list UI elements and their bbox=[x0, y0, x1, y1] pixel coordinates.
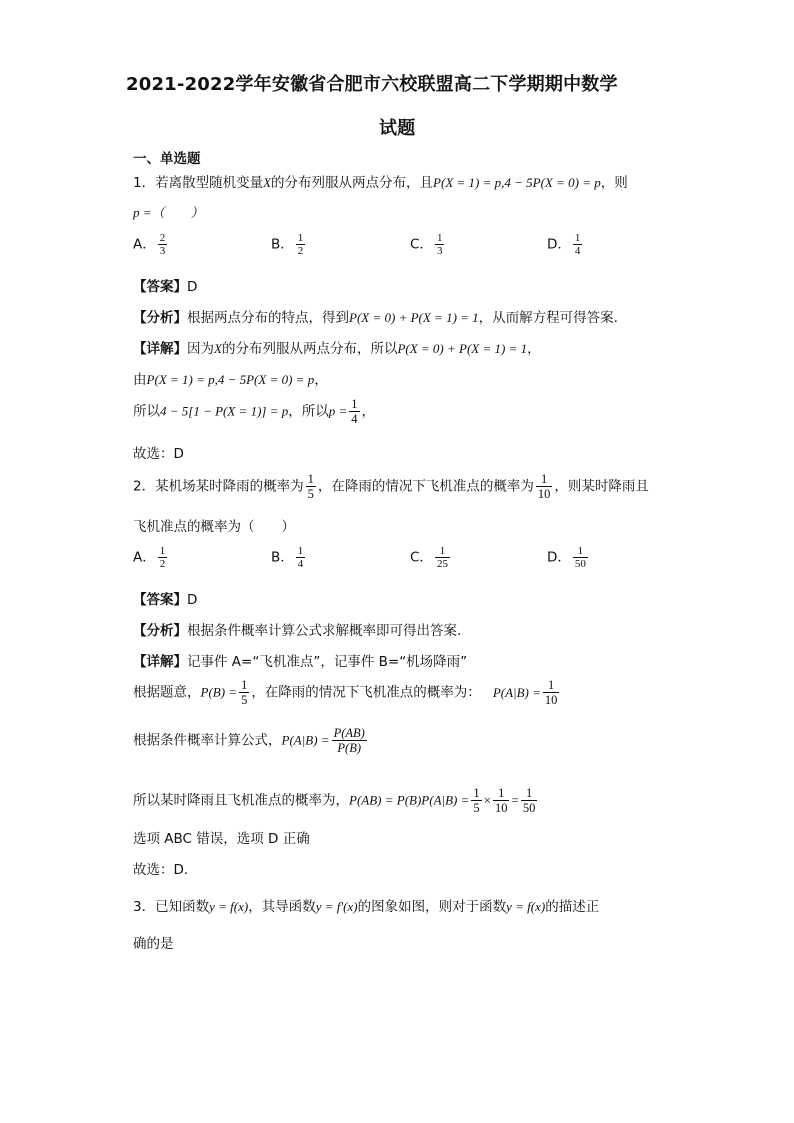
numerator: 1 bbox=[351, 397, 358, 411]
denominator: 5 bbox=[307, 487, 314, 501]
q2-stem bbox=[133, 472, 649, 501]
q1-condition: P(X = 1) = p,4 − 5P(X = 0) = p bbox=[433, 175, 601, 190]
q2-detail-line2 bbox=[133, 678, 561, 707]
option-fraction bbox=[296, 232, 306, 257]
option-fraction bbox=[573, 545, 588, 570]
formula: P(X = 1) = p,4 − 5P(X = 0) = p bbox=[146, 372, 315, 387]
q1-answer bbox=[133, 275, 197, 295]
numerator: 1 bbox=[297, 232, 304, 244]
formula: y = f′(x) bbox=[315, 899, 358, 914]
option-label: B． bbox=[271, 549, 294, 566]
denominator: 50 bbox=[574, 558, 586, 570]
fraction bbox=[536, 472, 553, 501]
denominator: 50 bbox=[522, 801, 536, 815]
q1-var-x: X bbox=[263, 175, 272, 190]
analysis-text: 根据条件概率计算公式求解概率即可得出答案. bbox=[187, 623, 462, 639]
denominator: 10 bbox=[537, 487, 551, 501]
detail-var-x: X bbox=[214, 341, 222, 356]
equals-sign: = bbox=[511, 792, 519, 808]
formula: P(A|B) = bbox=[281, 732, 330, 748]
denominator: P(B) bbox=[332, 740, 367, 755]
q2-option-d[interactable] bbox=[547, 545, 590, 570]
q2-detail-line4 bbox=[133, 786, 539, 815]
denominator: 10 bbox=[544, 693, 558, 707]
answer-tag: 【答案】 bbox=[133, 592, 187, 608]
option-fraction bbox=[435, 232, 445, 257]
numerator: 2 bbox=[159, 232, 166, 244]
option-label: C． bbox=[410, 236, 433, 253]
text: ，在降雨的情况下飞机准点的概率为： bbox=[251, 684, 481, 701]
fraction bbox=[239, 678, 249, 707]
detail-text-c: ， bbox=[527, 341, 541, 357]
denominator: 25 bbox=[436, 558, 448, 570]
formula: y = f(x) bbox=[506, 899, 546, 914]
denominator: 4 bbox=[297, 558, 304, 570]
q1-option-a[interactable] bbox=[133, 232, 169, 257]
detail-text: 记事件 A=“飞机准点”，记事件 B=“机场降雨” bbox=[187, 654, 468, 670]
formula: P(B) = bbox=[200, 684, 238, 700]
q2-conclusion: 故选：D. bbox=[133, 862, 189, 878]
q3-stem-line2: 确的是 bbox=[133, 936, 174, 952]
q2-detail-line3 bbox=[133, 726, 369, 755]
q2-stem-text-a: 2．某机场某时降雨的概率为 bbox=[133, 478, 304, 495]
numerator: 1 bbox=[525, 786, 533, 800]
q1-conclusion: 故选：D bbox=[133, 446, 184, 462]
numerator: 1 bbox=[297, 545, 304, 557]
numerator: 1 bbox=[241, 678, 248, 692]
analysis-text-b: ，从而解方程可得答案. bbox=[478, 310, 618, 326]
q2-detail-line5: 选项 ABC 错误，选项 D 正确 bbox=[133, 831, 310, 847]
numerator: 1 bbox=[577, 545, 584, 557]
option-fraction bbox=[158, 545, 168, 570]
fraction bbox=[493, 786, 510, 815]
numerator: P(AB) bbox=[333, 726, 365, 740]
denominator: 2 bbox=[297, 245, 304, 257]
numerator: 1 bbox=[439, 545, 446, 557]
denominator: 3 bbox=[436, 245, 443, 257]
q2-stem-line2: 飞机准点的概率为（ ） bbox=[133, 519, 295, 535]
section-heading: 一、单选题 bbox=[133, 151, 201, 167]
option-fraction bbox=[435, 545, 450, 570]
denominator: 5 bbox=[241, 693, 248, 707]
numerator: 1 bbox=[548, 678, 555, 692]
q1-stem-text-b: 的分布列服从两点分布，且 bbox=[271, 175, 434, 191]
denominator: 5 bbox=[473, 801, 480, 815]
text: ， bbox=[314, 372, 328, 388]
q2-analysis bbox=[133, 619, 461, 639]
numerator: 1 bbox=[159, 545, 166, 557]
formula: P(A|B) = bbox=[492, 684, 541, 700]
option-fraction bbox=[296, 545, 306, 570]
q1-detail-line2 bbox=[133, 368, 328, 388]
option-label: A． bbox=[133, 236, 156, 253]
q1-detail-line3 bbox=[133, 397, 375, 426]
q3-stem-text-a: 3．已知函数 bbox=[133, 899, 210, 915]
denominator: 3 bbox=[159, 245, 166, 257]
numerator: 1 bbox=[473, 786, 480, 800]
q2-detail bbox=[133, 650, 467, 670]
text: 所以某时降雨且飞机准点的概率为， bbox=[133, 792, 349, 809]
q2-option-b[interactable] bbox=[271, 545, 307, 570]
fraction bbox=[306, 472, 316, 501]
answer-value: D bbox=[187, 279, 198, 295]
q1-detail bbox=[133, 337, 541, 357]
detail-text-a: 因为 bbox=[187, 341, 214, 357]
formula: p = bbox=[328, 403, 348, 419]
times-sign: × bbox=[483, 792, 491, 808]
q1-option-b[interactable] bbox=[271, 232, 307, 257]
answer-value: D bbox=[187, 592, 198, 608]
fraction bbox=[332, 726, 367, 755]
q2-answer bbox=[133, 588, 197, 608]
q1-analysis bbox=[133, 306, 618, 326]
option-label: D． bbox=[547, 236, 571, 253]
denominator: 2 bbox=[159, 558, 166, 570]
q3-stem-text-b: ，其导函数 bbox=[248, 899, 316, 915]
text: ，所以 bbox=[288, 403, 329, 420]
q2-stem-text-b: ，在降雨的情况下飞机准点的概率为 bbox=[317, 478, 534, 495]
option-label: D． bbox=[547, 549, 571, 566]
analysis-tag: 【分析】 bbox=[133, 310, 187, 326]
denominator: 10 bbox=[494, 801, 508, 815]
numerator: 1 bbox=[436, 232, 443, 244]
q2-option-a[interactable] bbox=[133, 545, 169, 570]
fraction bbox=[543, 678, 560, 707]
option-fraction bbox=[573, 232, 583, 257]
detail-text-b: 的分布列服从两点分布，所以 bbox=[221, 341, 398, 357]
denominator: 4 bbox=[574, 245, 581, 257]
text: 由 bbox=[133, 372, 147, 388]
numerator: 1 bbox=[307, 472, 314, 486]
formula: 4 − 5[1 − P(X = 1)] = p bbox=[160, 403, 289, 419]
fraction bbox=[521, 786, 538, 815]
formula: P(AB) = P(B)P(A|B) = bbox=[349, 792, 470, 808]
analysis-formula: P(X = 0) + P(X = 1) = 1 bbox=[349, 310, 479, 325]
option-fraction bbox=[158, 232, 168, 257]
option-label: A． bbox=[133, 549, 156, 566]
q3-stem bbox=[133, 895, 599, 915]
q1-option-d[interactable] bbox=[547, 232, 584, 257]
q1-blank: p =（ ） bbox=[133, 205, 204, 220]
fraction bbox=[471, 786, 481, 815]
analysis-text-a: 根据两点分布的特点，得到 bbox=[187, 310, 349, 326]
option-label: B． bbox=[271, 236, 294, 253]
detail-tag: 【详解】 bbox=[133, 654, 187, 670]
numerator: 1 bbox=[574, 232, 581, 244]
detail-tag: 【详解】 bbox=[133, 341, 187, 357]
text: 根据条件概率计算公式， bbox=[133, 732, 282, 749]
detail-formula: P(X = 0) + P(X = 1) = 1 bbox=[397, 341, 528, 356]
numerator: 1 bbox=[498, 786, 505, 800]
answer-tag: 【答案】 bbox=[133, 279, 187, 295]
q1-stem-text-a: 1．若离散型随机变量 bbox=[133, 175, 264, 191]
denominator: 4 bbox=[351, 412, 358, 426]
text: 根据题意， bbox=[133, 684, 201, 701]
option-label: C． bbox=[410, 549, 433, 566]
page-title-line1: 2021-2022学年安徽省合肥市六校联盟高二下学期期中数学 bbox=[126, 74, 618, 95]
q1-stem-text-c: ，则 bbox=[600, 175, 628, 191]
numerator: 1 bbox=[540, 472, 548, 486]
q1-option-c[interactable] bbox=[410, 232, 446, 257]
q3-stem-text-c: 的图象如图，则对于函数 bbox=[357, 899, 507, 915]
q1-stem bbox=[133, 171, 628, 191]
text: ， bbox=[361, 403, 376, 420]
page-title-line2: 试题 bbox=[379, 118, 416, 139]
q1-stem-line2 bbox=[133, 202, 204, 221]
analysis-tag: 【分析】 bbox=[133, 623, 187, 639]
q2-stem-text-c: ，则某时降雨且 bbox=[554, 478, 649, 495]
q3-stem-text-d: 的描述正 bbox=[545, 899, 600, 915]
fraction bbox=[349, 397, 359, 426]
q2-option-c[interactable] bbox=[410, 545, 452, 570]
formula: y = f(x) bbox=[209, 899, 249, 914]
text: 所以 bbox=[133, 403, 160, 420]
